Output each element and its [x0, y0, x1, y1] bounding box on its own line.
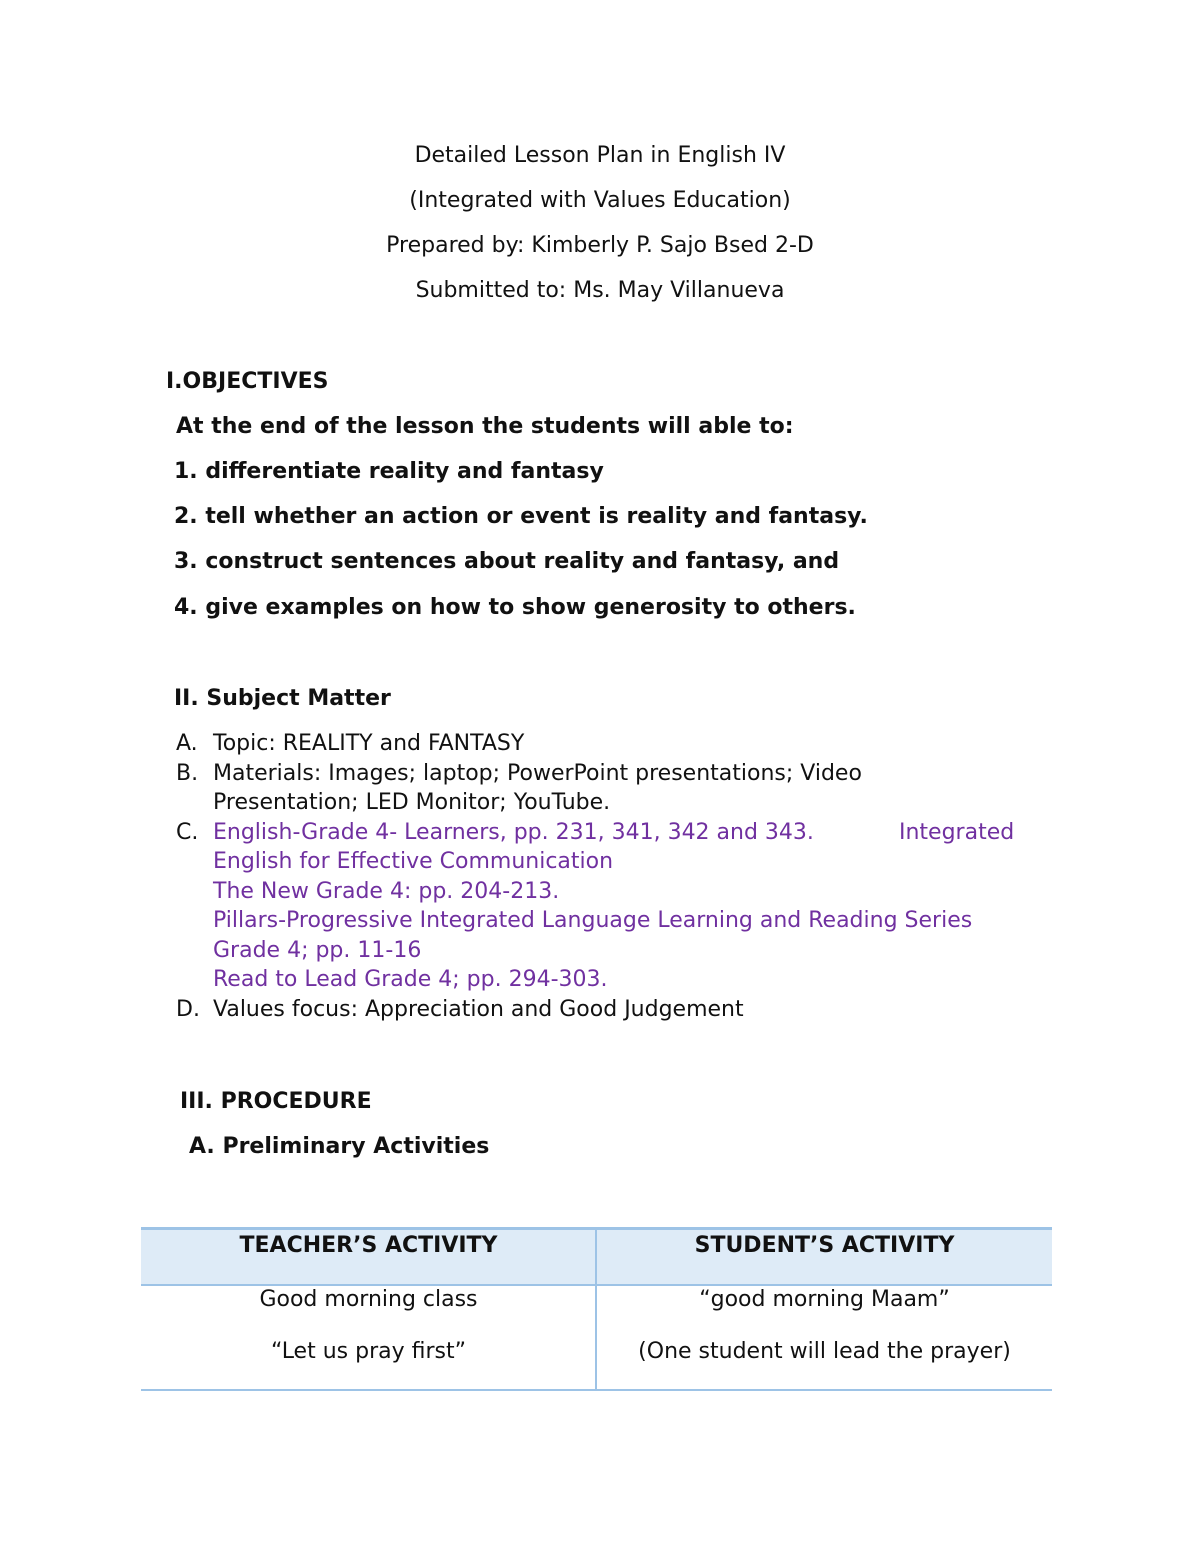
- objectives-intro: At the end of the lesson the students will able to:: [176, 414, 794, 439]
- objective-item: 3. construct sentences about reality and fantasy, and: [174, 549, 840, 574]
- list-marker: A.: [176, 731, 198, 756]
- table-cell: “Let us pray first”: [270, 1339, 467, 1364]
- table-bottom-border: [141, 1389, 1052, 1391]
- materials-item: [0, 759, 1200, 819]
- table-cell: Good morning class: [259, 1287, 478, 1312]
- reference-line: The New Grade 4: pp. 204-213.: [213, 879, 560, 904]
- table-header-teacher: TEACHER’S ACTIVITY: [239, 1233, 498, 1258]
- list-marker: C.: [176, 820, 199, 845]
- reference-line: English-Grade 4- Learners, pp. 231, 341, 342 and 343.: [213, 820, 814, 845]
- table-header-student: STUDENT’S ACTIVITY: [694, 1233, 955, 1258]
- activity-table: [141, 1227, 1052, 1391]
- reference-line-tail: Integrated: [899, 820, 1015, 845]
- topic-text: Topic: REALITY and FANTASY: [213, 731, 525, 756]
- document-subtitle: (Integrated with Values Education): [409, 188, 791, 213]
- reference-line: Grade 4; pp. 11-16: [213, 938, 422, 963]
- materials-text: Materials: Images; laptop; PowerPoint presentations; Video: [213, 761, 862, 786]
- prepared-by: Prepared by: Kimberly P. Sajo Bsed 2-D: [386, 233, 814, 258]
- document-title: Detailed Lesson Plan in English IV: [414, 143, 786, 168]
- objective-item: 1. differentiate reality and fantasy: [174, 459, 604, 484]
- preliminary-activities-heading: A. Preliminary Activities: [189, 1134, 490, 1159]
- table-cell: (One student will lead the prayer): [638, 1339, 1011, 1364]
- submitted-to: Submitted to: Ms. May Villanueva: [415, 278, 785, 303]
- reference-line: Read to Lead Grade 4; pp. 294-303.: [213, 967, 608, 992]
- subject-matter-heading: II. Subject Matter: [174, 686, 391, 711]
- references-item: [0, 818, 1200, 998]
- objective-item: 2. tell whether an action or event is reality and fantasy.: [174, 504, 868, 529]
- list-marker: D.: [176, 997, 200, 1022]
- reference-line: English for Effective Communication: [213, 849, 614, 874]
- materials-text: Presentation; LED Monitor; YouTube.: [213, 790, 611, 815]
- table-cell: “good morning Maam”: [699, 1287, 950, 1312]
- reference-line: Pillars-Progressive Integrated Language Learning and Reading Series: [213, 908, 973, 933]
- values-text: Values focus: Appreciation and Good Judgement: [213, 997, 744, 1022]
- procedure-heading: III. PROCEDURE: [180, 1089, 372, 1114]
- list-marker: B.: [176, 761, 199, 786]
- objective-item: 4. give examples on how to show generosity to others.: [174, 595, 856, 620]
- objectives-heading: I.OBJECTIVES: [166, 369, 329, 394]
